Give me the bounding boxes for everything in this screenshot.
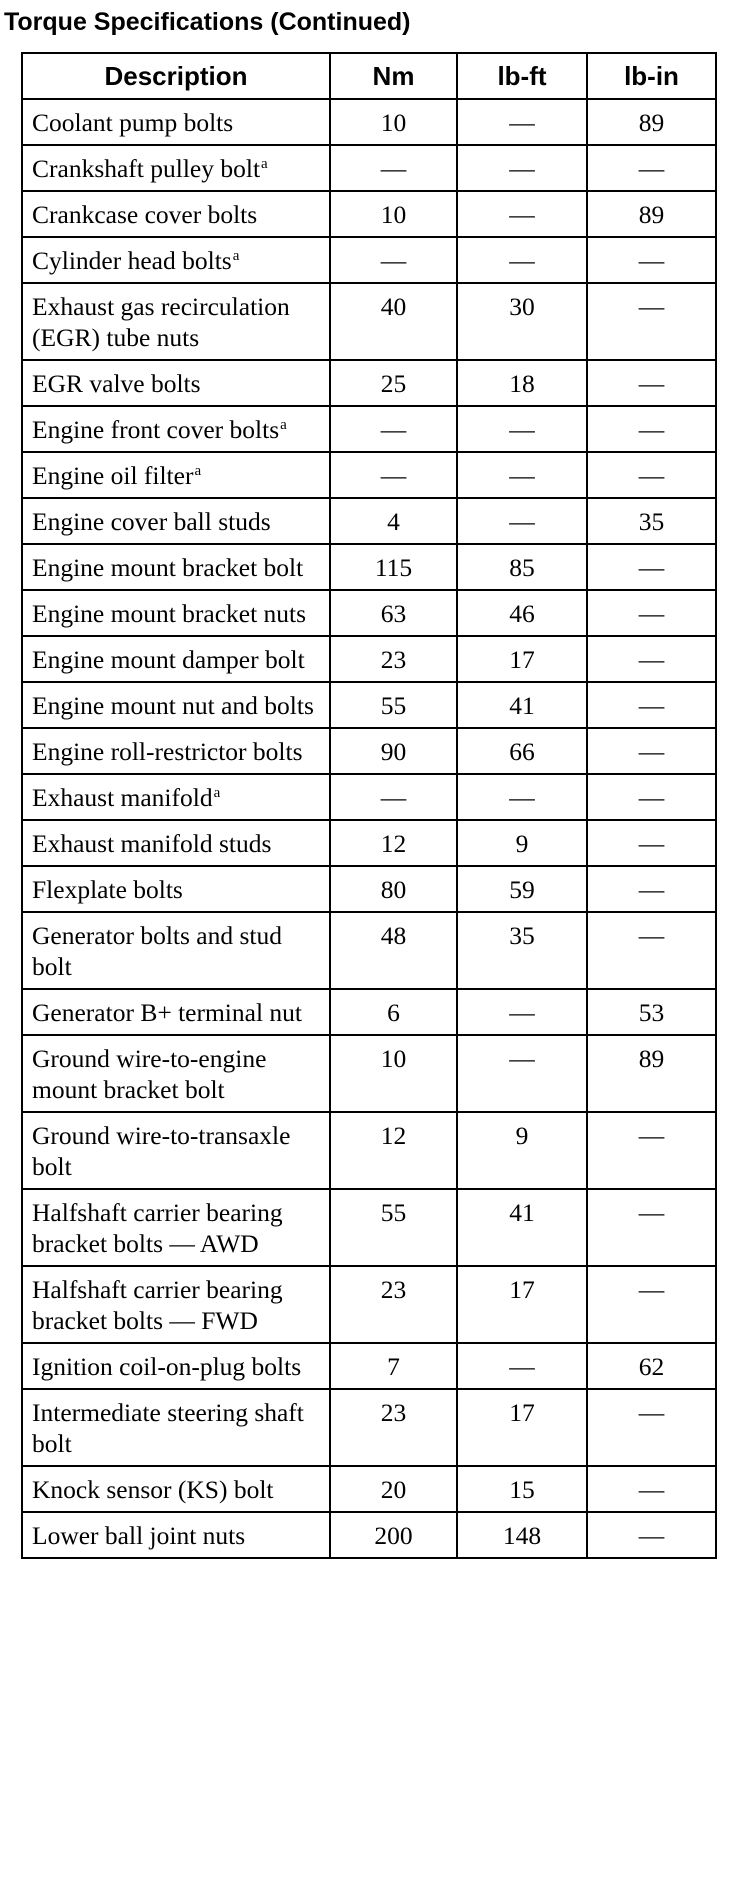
description-text: Engine roll-restrictor bolts [32,737,303,766]
table-row [22,1466,716,1512]
lb-ft-cell: — [457,1343,587,1389]
lb-in-cell: — [587,406,716,452]
lb-ft-cell: 35 [457,912,587,989]
table-row [22,636,716,682]
description-text: Ground wire-to-transaxle bolt [32,1121,291,1181]
lb-in-cell: 62 [587,1343,716,1389]
nm-cell: 80 [330,866,457,912]
description-cell [22,1512,330,1558]
nm-cell: — [330,237,457,283]
lb-ft-cell: — [457,191,587,237]
description-text: Engine cover ball studs [32,507,271,536]
description-text: Cylinder head bolts [32,246,232,275]
header-description: Description [22,53,330,99]
lb-ft-cell: — [457,1035,587,1112]
lb-in-cell: — [587,1389,716,1466]
lb-ft-cell: 41 [457,682,587,728]
lb-in-cell: — [587,1512,716,1558]
nm-cell: — [330,406,457,452]
table-row [22,360,716,406]
table-row [22,1389,716,1466]
footnote-marker: a [194,462,202,479]
nm-cell: — [330,452,457,498]
description-text: Engine mount bracket nuts [32,599,307,628]
description-cell [22,360,330,406]
table-row [22,145,716,191]
lb-ft-cell: 17 [457,636,587,682]
lb-in-cell: — [587,1112,716,1189]
nm-cell: 200 [330,1512,457,1558]
description-cell [22,912,330,989]
table-row [22,498,716,544]
nm-cell: 12 [330,820,457,866]
description-cell [22,1266,330,1343]
description-text: Crankshaft pulley bolt [32,154,261,183]
table-row [22,682,716,728]
lb-ft-cell: — [457,989,587,1035]
description-cell [22,283,330,360]
nm-cell: — [330,145,457,191]
description-text: Engine front cover bolts [32,415,280,444]
nm-cell: 4 [330,498,457,544]
footnote-marker: a [232,247,240,264]
lb-in-cell: — [587,682,716,728]
header-lb-in: lb-in [587,53,716,99]
table-row [22,774,716,820]
lb-in-cell: — [587,866,716,912]
lb-ft-cell: — [457,406,587,452]
description-cell [22,145,330,191]
footnote-marker: a [261,155,268,172]
lb-in-cell: — [587,728,716,774]
description-cell [22,406,330,452]
description-text: Engine mount damper bolt [32,645,305,674]
table-row [22,866,716,912]
lb-ft-cell: — [457,498,587,544]
lb-in-cell: — [587,283,716,360]
lb-ft-cell: 9 [457,820,587,866]
lb-in-cell: — [587,145,716,191]
lb-ft-cell: 17 [457,1266,587,1343]
description-cell [22,590,330,636]
nm-cell: 40 [330,283,457,360]
header-row [22,53,716,99]
table-row [22,1112,716,1189]
nm-cell: 12 [330,1112,457,1189]
description-text: Exhaust manifold [32,783,213,812]
lb-ft-cell: 17 [457,1389,587,1466]
table-row [22,406,716,452]
nm-cell: 6 [330,989,457,1035]
lb-in-cell: 89 [587,99,716,145]
description-cell [22,1035,330,1112]
lb-ft-cell: — [457,237,587,283]
lb-ft-cell: 59 [457,866,587,912]
lb-ft-cell: 9 [457,1112,587,1189]
table-body [22,99,716,1558]
lb-ft-cell: 46 [457,590,587,636]
description-text: Exhaust manifold studs [32,829,272,858]
description-cell [22,544,330,590]
table-row [22,1343,716,1389]
nm-cell: 10 [330,1035,457,1112]
nm-cell: 115 [330,544,457,590]
nm-cell: 23 [330,636,457,682]
description-cell [22,99,330,145]
description-text: Flexplate bolts [32,875,183,904]
description-cell [22,820,330,866]
description-cell [22,452,330,498]
header-nm: Nm [330,53,457,99]
description-cell [22,866,330,912]
table-row [22,590,716,636]
nm-cell: 55 [330,682,457,728]
description-cell [22,1189,330,1266]
nm-cell: 48 [330,912,457,989]
description-text: Knock sensor (KS) bolt [32,1475,274,1504]
description-text: Ground wire-to-engine mount bracket bolt [32,1044,267,1104]
header-lb-ft: lb-ft [457,53,587,99]
table-row [22,1512,716,1558]
lb-in-cell: — [587,774,716,820]
description-text: Engine mount nut and bolts [32,691,314,720]
table-row [22,452,716,498]
lb-ft-cell: — [457,99,587,145]
lb-in-cell: — [587,360,716,406]
table-row [22,1189,716,1266]
nm-cell: 63 [330,590,457,636]
lb-in-cell: — [587,1266,716,1343]
lb-in-cell: 35 [587,498,716,544]
lb-ft-cell: 15 [457,1466,587,1512]
nm-cell: 10 [330,99,457,145]
lb-in-cell: — [587,912,716,989]
description-cell [22,682,330,728]
description-cell [22,191,330,237]
description-cell [22,774,330,820]
lb-ft-cell: — [457,145,587,191]
lb-in-cell: — [587,820,716,866]
table-row [22,1266,716,1343]
description-text: Exhaust gas recirculation (EGR) tube nuts [32,292,290,352]
description-text: Crankcase cover bolts [32,200,258,229]
nm-cell: 20 [330,1466,457,1512]
description-text: Engine oil filter [32,461,194,490]
nm-cell: — [330,774,457,820]
lb-in-cell: — [587,237,716,283]
table-header [22,53,716,99]
description-text: Generator bolts and stud bolt [32,921,282,981]
nm-cell: 23 [330,1389,457,1466]
description-text: Coolant pump bolts [32,108,234,137]
footnote-marker: a [213,784,221,801]
lb-in-cell: — [587,636,716,682]
table-row [22,989,716,1035]
footnote-marker: a [280,416,287,433]
description-cell [22,636,330,682]
lb-in-cell: — [587,544,716,590]
lb-ft-cell: 30 [457,283,587,360]
description-text: Engine mount bracket bolt [32,553,304,582]
lb-in-cell: 89 [587,1035,716,1112]
table-row [22,544,716,590]
table-row [22,283,716,360]
description-cell [22,1112,330,1189]
nm-cell: 90 [330,728,457,774]
lb-in-cell: 53 [587,989,716,1035]
description-cell [22,989,330,1035]
page-title: Torque Specifications (Continued) [4,8,411,36]
nm-cell: 10 [330,191,457,237]
lb-ft-cell: 18 [457,360,587,406]
table-row [22,1035,716,1112]
table-row [22,191,716,237]
lb-ft-cell: — [457,774,587,820]
table-row [22,912,716,989]
description-cell [22,237,330,283]
lb-ft-cell: 148 [457,1512,587,1558]
nm-cell: 25 [330,360,457,406]
description-text: Halfshaft carrier bearing bracket bolts — FWD [32,1275,283,1335]
description-cell [22,728,330,774]
lb-ft-cell: 85 [457,544,587,590]
description-text: Halfshaft carrier bearing bracket bolts — AWD [32,1198,283,1258]
nm-cell: 55 [330,1189,457,1266]
table-row [22,820,716,866]
description-cell [22,1389,330,1466]
lb-in-cell: 89 [587,191,716,237]
lb-ft-cell: 41 [457,1189,587,1266]
lb-in-cell: — [587,590,716,636]
description-text: EGR valve bolts [32,369,201,398]
table-row [22,237,716,283]
lb-ft-cell: 66 [457,728,587,774]
nm-cell: 23 [330,1266,457,1343]
table-row [22,99,716,145]
torque-spec-table [21,52,717,1559]
table-row [22,728,716,774]
description-text: Generator B+ terminal nut [32,998,303,1027]
lb-in-cell: — [587,1466,716,1512]
description-cell [22,498,330,544]
description-cell [22,1343,330,1389]
lb-in-cell: — [587,452,716,498]
nm-cell: 7 [330,1343,457,1389]
description-cell [22,1466,330,1512]
lb-ft-cell: — [457,452,587,498]
lb-in-cell: — [587,1189,716,1266]
description-text: Ignition coil-on-plug bolts [32,1352,302,1381]
description-text: Lower ball joint nuts [32,1521,246,1550]
description-text: Intermediate steering shaft bolt [32,1398,304,1458]
